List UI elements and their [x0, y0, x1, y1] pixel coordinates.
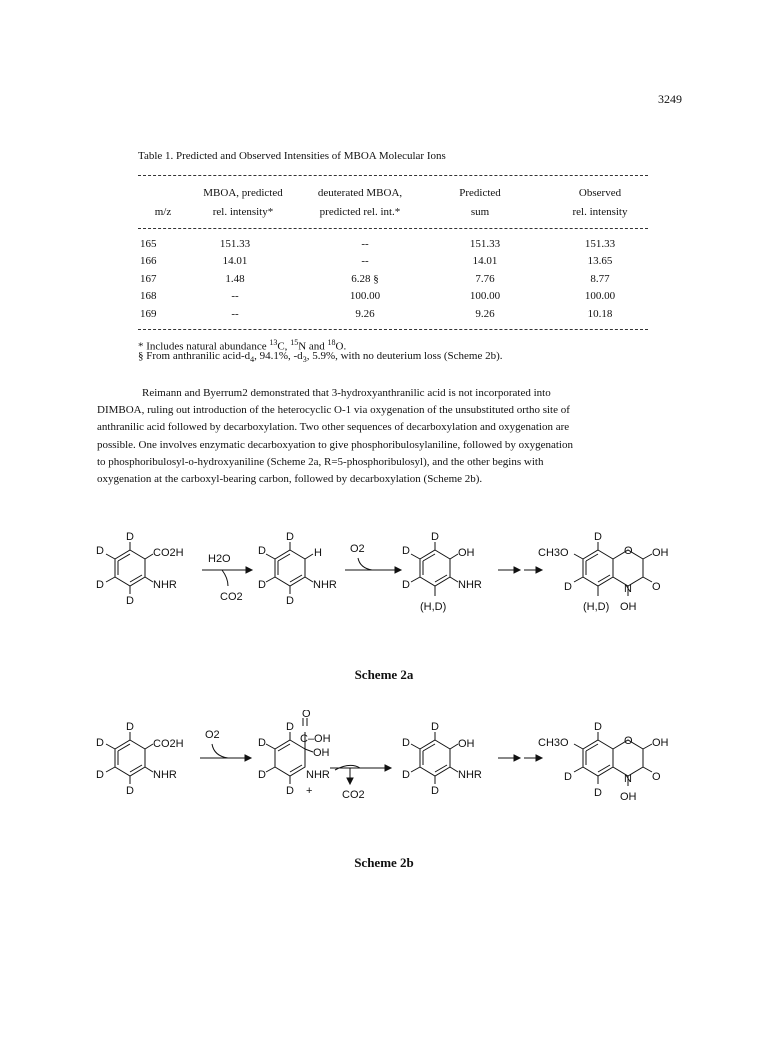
table-bottom-rule [138, 329, 648, 330]
paragraph-line: to phosphoribulosyl-o-hydroxyaniline (Scheme 2a, R=5-phosphoribulosyl), and the other begins with [97, 455, 544, 468]
d-label: D [258, 737, 266, 749]
table-cell: 151.33 [469, 238, 501, 250]
d-label: D [431, 531, 439, 543]
d-label: D [126, 595, 134, 607]
nhr-label: NHR [313, 579, 337, 591]
table-header-rule [138, 228, 648, 229]
table-cell: 165 [140, 238, 157, 250]
table-cell: 1.48 [225, 272, 245, 285]
o2-label: O2 [205, 729, 220, 741]
d-label: D [564, 581, 572, 593]
table-cell: 151.33 [219, 238, 251, 250]
footnote-section: § From anthranilic acid-$d_4$, 94.1%, $-d_3$, 5.9%, with no deuterium loss (Scheme 2b). [138, 350, 503, 365]
column-mz [140, 236, 180, 323]
c-oh-label: C–OH [300, 733, 331, 745]
paragraph-line: Reimann and Byerrum2 demonstrated that 3-hydroxyanthranilic acid is not incorporated into [142, 387, 551, 399]
d-label: D [594, 721, 602, 733]
o-label: O [302, 710, 311, 720]
d-label: D [564, 771, 572, 783]
oh-label: OH [652, 737, 669, 749]
ch3o-label: CH3O [538, 737, 569, 749]
d-label: D [286, 531, 294, 543]
scheme-2a-diagram [0, 530, 768, 650]
table-cell: 9.26 [355, 307, 375, 320]
table-cell: 9.26 [475, 307, 495, 320]
o-label: O [624, 735, 633, 747]
header-mboa-predicted: MBOA, predicted rel. intensity* [203, 187, 283, 218]
o-label: O [652, 581, 661, 593]
column-predicted-sum [450, 236, 520, 323]
scheme-2b-diagram [0, 710, 768, 830]
nhr-label: NHR [458, 769, 482, 781]
anthranilic-acid-d4-structure [96, 721, 184, 797]
n-label: N [624, 773, 632, 785]
table-cell: 7.76 [475, 272, 495, 285]
d-label: D [286, 721, 294, 733]
table-cell: 100.00 [584, 290, 616, 303]
nhr-label: NHR [153, 769, 177, 781]
h-d-label: (H,D) [420, 601, 447, 613]
anthranilic-acid-d4-structure [96, 531, 184, 607]
h-label: H [314, 547, 322, 559]
oh-label: OH [652, 547, 669, 559]
d-label: D [594, 531, 602, 543]
paragraph-line: oxygenation at the carboxyl-bearing carbon, followed by decarboxylation (Scheme 2b). [97, 473, 483, 486]
table-cell: -- [361, 238, 369, 250]
o2-label: O2 [350, 543, 365, 555]
column-observed [565, 236, 635, 323]
d-label: D [286, 595, 294, 607]
table-cell: 169 [140, 307, 157, 320]
oh-label: OH [620, 791, 637, 803]
table-cell: 167 [140, 272, 157, 285]
d-label: D [402, 579, 410, 591]
table-cell: -- [361, 255, 369, 268]
table-cell: 151.33 [584, 238, 616, 250]
plus-sign: + [306, 785, 313, 797]
table-cell: 13.65 [587, 255, 613, 268]
d-label: D [431, 721, 439, 733]
table-cell: 100.00 [349, 290, 381, 303]
nhr-label: NHR [153, 579, 177, 591]
oh-label: OH [458, 738, 475, 750]
table-cell: 100.00 [469, 290, 501, 303]
h2o-label: H2O [208, 553, 231, 565]
d-label: D [96, 545, 104, 557]
dimboa-structure [538, 721, 669, 803]
table-caption: Table 1. Predicted and Observed Intensities of MBOA Molecular Ions [138, 150, 446, 162]
footnote-star: * Includes natural abundance $^{13}$C, $^{15}$N and $^{18}$O. [138, 338, 347, 353]
table-cell: -- [231, 307, 239, 320]
d-label: D [258, 579, 266, 591]
n-label: N [624, 583, 632, 595]
co2-label: CO2 [342, 789, 365, 801]
d-label: D [96, 737, 104, 749]
nhr-label: NHR [306, 769, 330, 781]
paragraph-line: possible. One involves enzymatic decarboxyation to give phosphoribulosylaniline, followed by oxygenation [97, 438, 573, 451]
page-number: 3249 [658, 92, 682, 106]
o-label: O [652, 771, 661, 783]
dimboa-structure [538, 531, 669, 613]
d-label: D [431, 785, 439, 797]
d-label: D [258, 545, 266, 557]
d-label: D [258, 769, 266, 781]
aniline-d4-structure [258, 531, 337, 607]
table-top-rule [138, 175, 648, 176]
peroxy-intermediate-structure [258, 710, 331, 797]
table-cell: 14.01 [222, 255, 248, 268]
o-label: O [624, 545, 633, 557]
paragraph-line: DIMBOA, ruling out introduction of the heterocyclic O-1 via oxygenation of the unsubstituted ortho site of [97, 404, 570, 417]
table-cell: -- [231, 290, 239, 303]
oh-label: OH [620, 601, 637, 613]
hydroxyaniline-structure [402, 721, 482, 797]
nhr-label: NHR [458, 579, 482, 591]
d-label: D [96, 769, 104, 781]
column-deuterated [325, 236, 405, 323]
co2h-label: CO2H [153, 738, 184, 750]
oh-label: OH [313, 747, 330, 759]
header-observed: Observed rel. intensity [572, 187, 628, 218]
header-deuterated-mboa: deuterated MBOA, predicted rel. int.* [317, 187, 403, 218]
d-label: D [96, 579, 104, 591]
hydroxyaniline-structure [402, 531, 482, 613]
d-label: D [126, 785, 134, 797]
paragraph-line: anthranilic acid followed by decarboxylation. Two other sequences of decarboxylation and oxygenation are [97, 421, 570, 434]
d-label: D [286, 785, 294, 797]
header-mz: m/z [154, 206, 172, 218]
d-label: D [594, 787, 602, 799]
table-cell: 168 [140, 290, 157, 303]
scheme-2a-label: Scheme 2a [354, 667, 414, 682]
ch3o-label: CH3O [538, 547, 569, 559]
d-label: D [126, 721, 134, 733]
table-cell: 10.18 [587, 307, 613, 320]
d-label: D [126, 531, 134, 543]
co2h-label: CO2H [153, 547, 184, 559]
d-label: D [402, 545, 410, 557]
scheme-2b-label: Scheme 2b [354, 855, 414, 870]
co2-label: CO2 [220, 591, 243, 603]
header-predicted-sum: Predicted sum [459, 187, 501, 218]
column-mboa-predicted [195, 236, 275, 323]
table-cell: 6.28 § [351, 272, 379, 285]
h-d-label: (H,D) [583, 601, 610, 613]
d-label: D [402, 769, 410, 781]
d-label: D [402, 737, 410, 749]
oh-label: OH [458, 547, 475, 559]
body-paragraph [97, 385, 677, 488]
table-cell: 8.77 [590, 272, 610, 285]
table-cell: 166 [140, 255, 157, 268]
table-cell: 14.01 [472, 255, 498, 268]
